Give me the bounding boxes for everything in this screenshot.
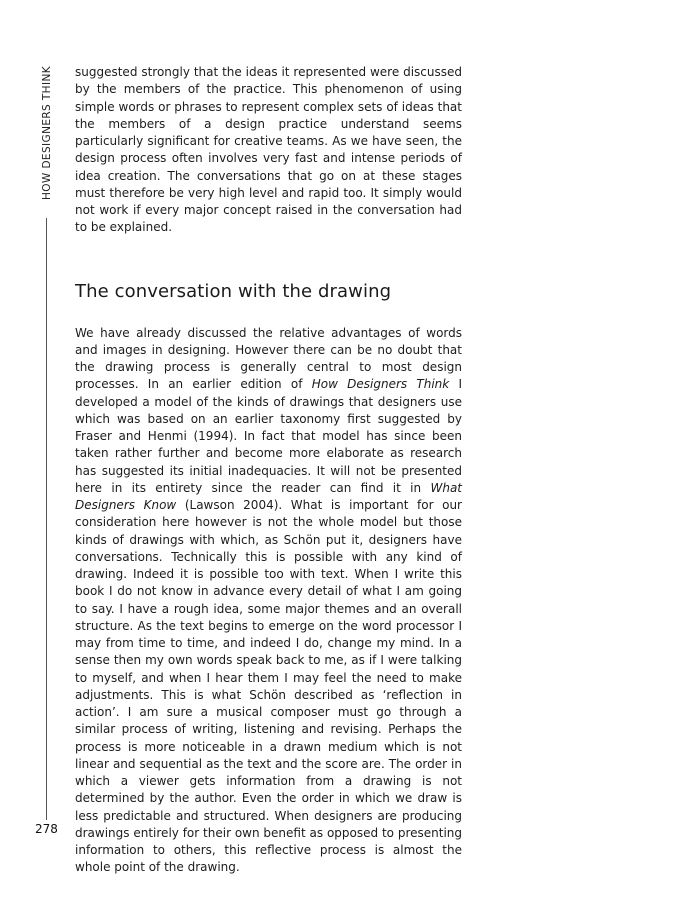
running-head — [39, 66, 55, 206]
body-text-segment: I developed a model of the kinds of drawings that designers use which was based on an earlier taxonomy first suggested by Fraser and Henmi (1994). In fact that model has since been taken rather further and become more elaborate as research has suggested its initial inadequacies. It will not be presented here in its entirety since the reader can find it in — [75, 377, 463, 495]
margin-rule — [46, 218, 47, 820]
section-heading: The conversation with the drawing — [75, 280, 392, 302]
body-text-segment: We have already discussed the relative advantages of words and images in designing. However there can be no doubt that the drawing process is generally central to most design processes. In an earlier edition of — [75, 325, 462, 392]
body-paragraph — [75, 325, 462, 877]
running-head-text: HOW DESIGNERS THINK — [41, 66, 53, 201]
body-text-segment: (Lawson 2004). What is important for our consideration here however is not the whole model but those kinds of drawings with which, as Schön put it, designers have conversations. Technically this is possible with any kind of drawing. Indeed it is possible too with text. When I write this book I do not know in advance every detail of what I am going to say. I have a rough idea, some major themes and an overall structure. As the text begins to emerge on the word processor I may from time to time, and indeed I do, change my mind. In a sense then my own words speak back to me, as if I were talking to myself, and when I hear them I may feel the need to make adjustments. This is what Schön described as ‘reflection in action’. I am sure a musical composer must go through a similar process of writing, listening and revising. Perhaps the process is more noticeable in a drawn medium which is not linear and sequential as the text and the score are. The order in which a viewer gets information from a drawing is not determined by the author. Even the order in which we draw is less predictable and structured. When designers are producing drawings entirely for their own benefit as opposed to presenting information to others, this reflective process is almost the whole point of the drawing. — [75, 498, 462, 875]
book-title-how-designers-think: How Designers Think — [311, 377, 450, 392]
page-number: 278 — [35, 822, 58, 836]
text-column — [75, 64, 462, 877]
book-title-what-designers-know: What Designers Know — [75, 480, 462, 512]
intro-paragraph: suggested strongly that the ideas it represented were discussed by the members of the practice. This phenomenon of using simple words or phrases to represent complex sets of ideas that the members of a design practice understand seems particularly significant for creative teams. As we have seen, the design process often involves very fast and intense periods of idea creation. The conversations that go on at these stages must therefore be very high level and rapid too. It simply would not work if every major concept raised in the conversation had to be explained. — [75, 65, 462, 235]
